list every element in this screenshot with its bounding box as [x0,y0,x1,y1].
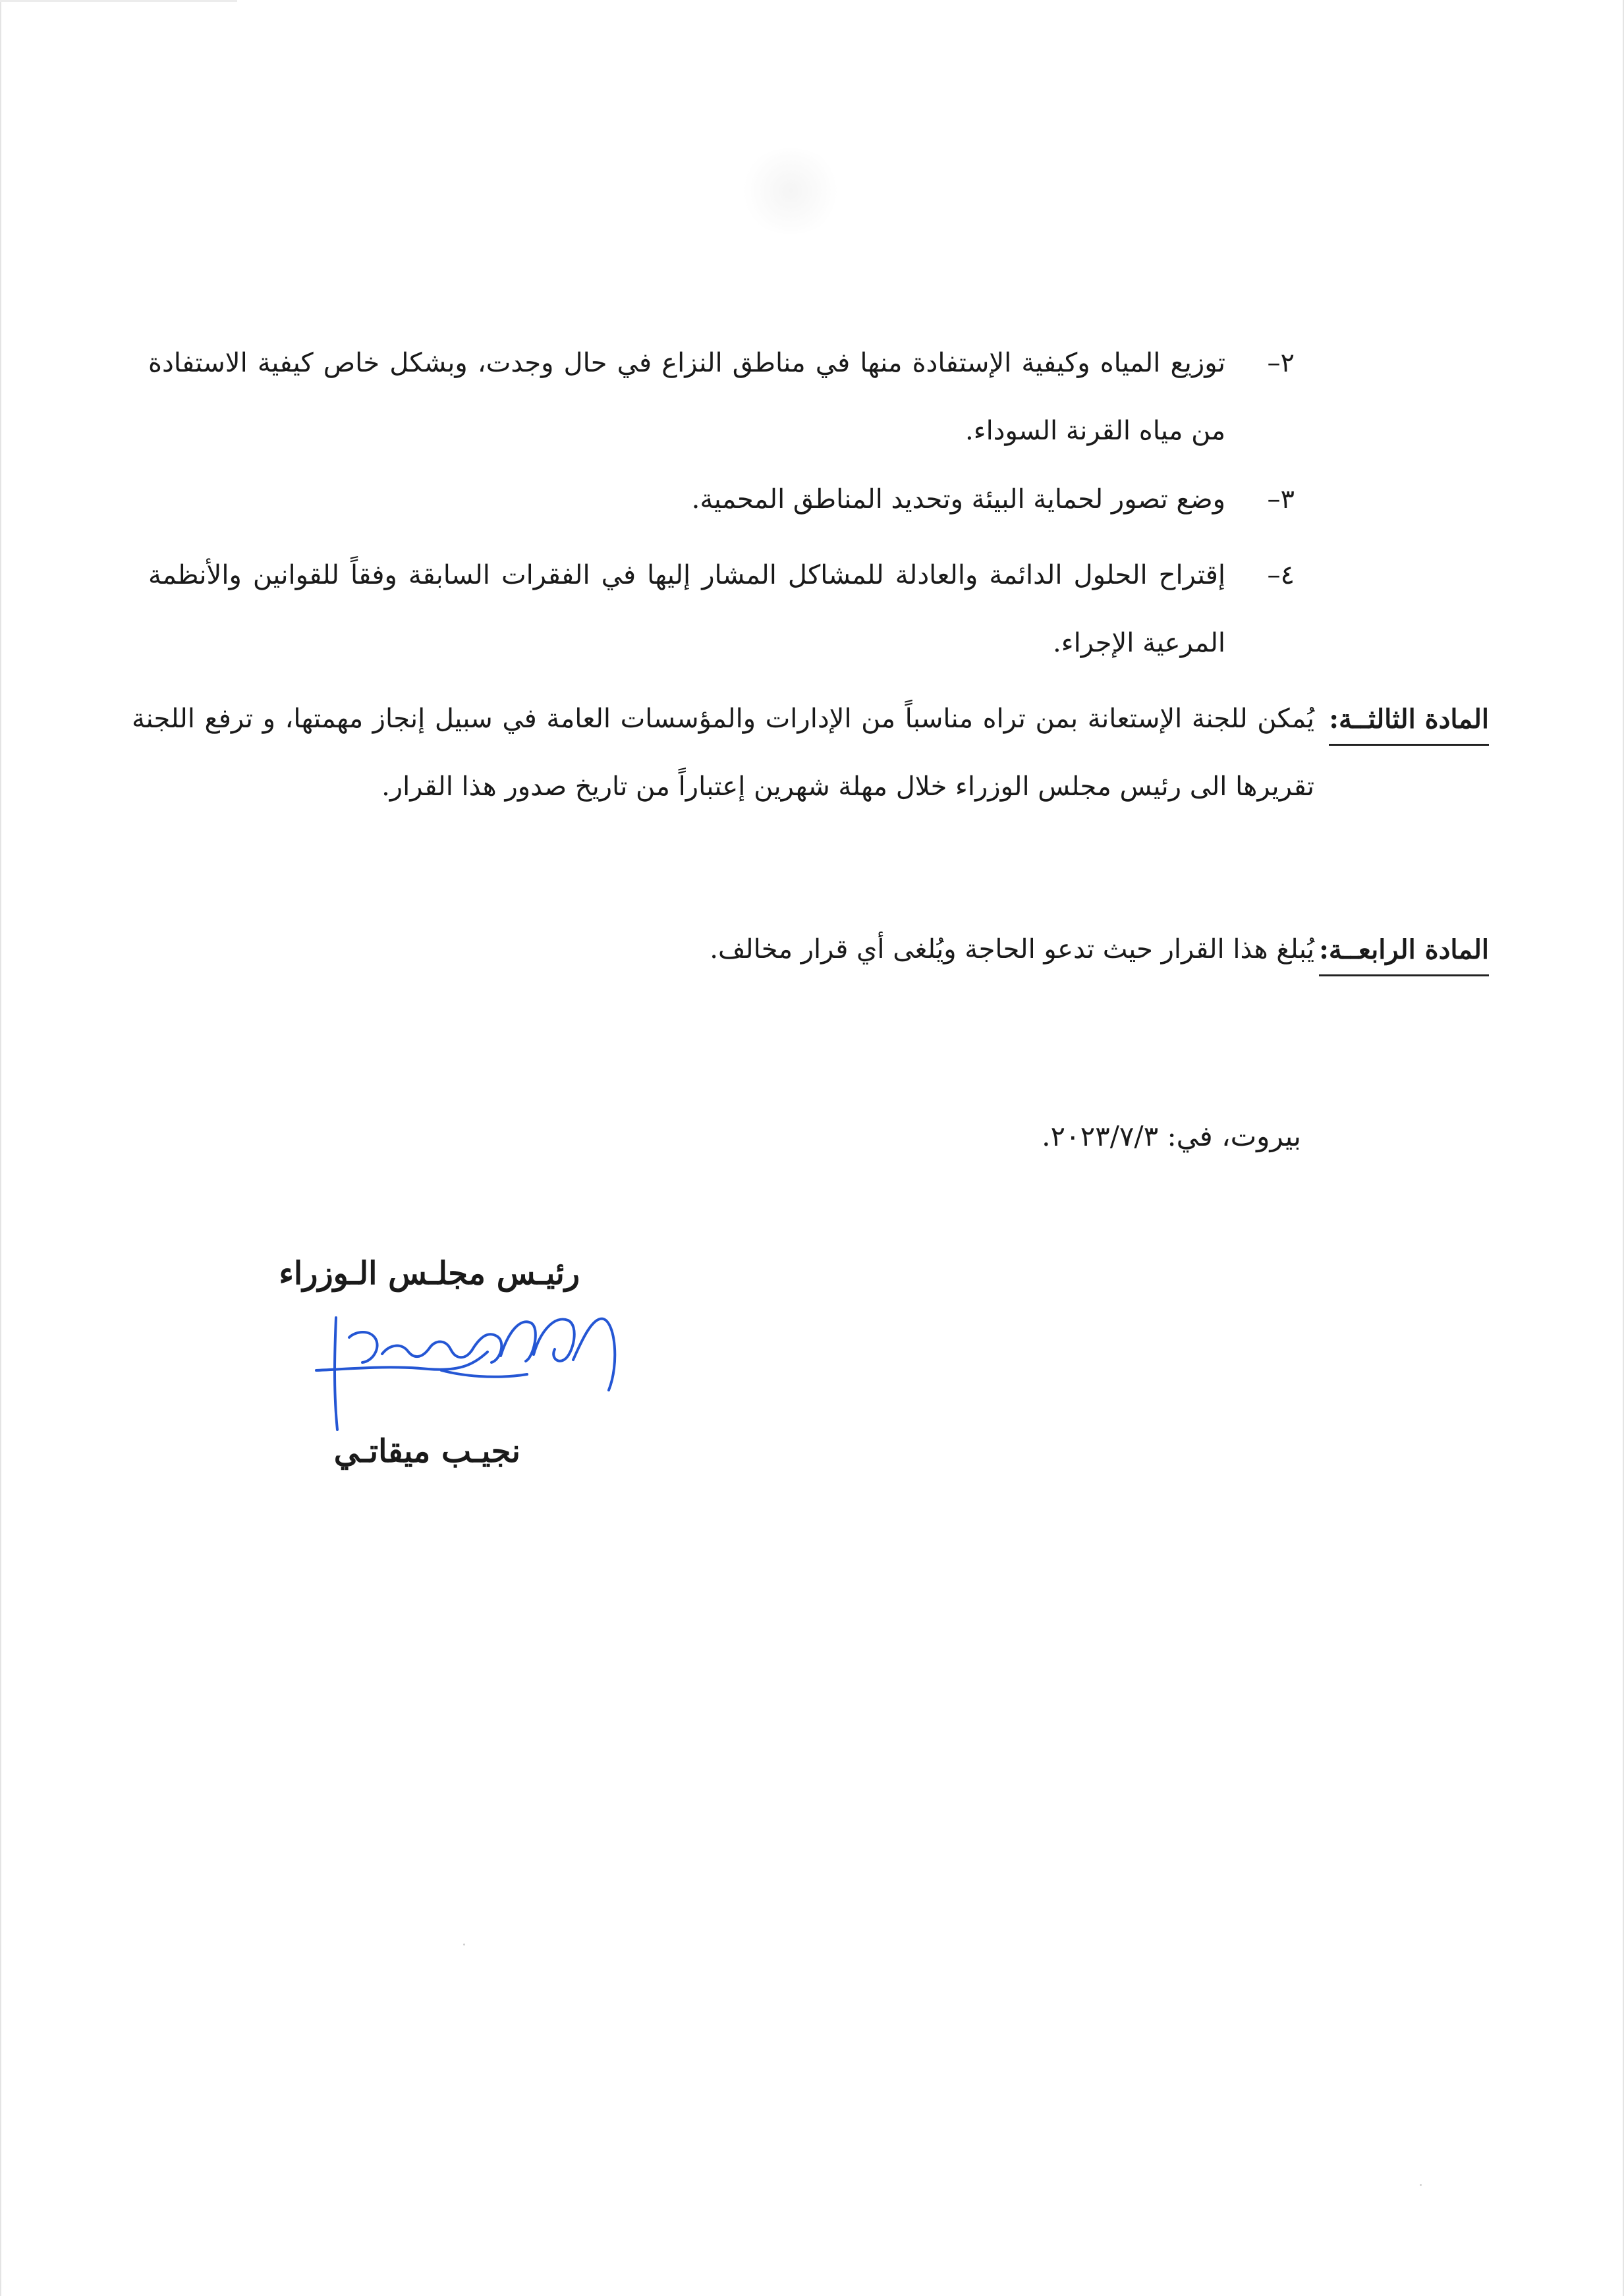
faint-stamp-mark [738,148,843,234]
list-item-number: ٤– [1267,560,1295,590]
article-three [132,685,1489,821]
list-item-2 [148,329,1295,465]
list-item-number: ٣– [1267,484,1295,515]
list-item-4 [148,542,1295,677]
signer-name: نجيـب ميقاتـي [333,1433,520,1470]
article-label-text: المادة الثالثــة: [1329,699,1489,746]
article-body: يُمكن للجنة الإستعانة بمن تراه مناسباً من الإدارات والمؤسسات العامة في سبيل إنجاز مهمتها، و ترفع اللجنة تقريرها الى رئيس مجلس الوزراء خلال مهلة شهرين إعتباراً من تاريخ صدور هذا القرار. [132,704,1314,802]
article-four [132,916,1489,984]
article-label [1314,916,1489,984]
article-body: يُبلغ هذا القرار حيث تدعو الحاجة ويُلغى أي قرار مخالف. [710,934,1314,965]
list-item-text: إقتراح الحلول الدائمة والعادلة للمشاكل المشار إليها في الفقرات السابقة وفقاً للقوانين والأنظمة المرعية الإجراء. [148,560,1225,658]
article-label [1314,685,1489,821]
list-item-text: وضع تصور لحماية البيئة وتحديد المناطق المحمية. [691,484,1225,515]
scan-speck [463,1944,465,1946]
list-item-3 [148,466,1295,534]
scan-top-mark [0,0,237,2]
signature-image [310,1291,652,1449]
list-item-text: توزيع المياه وكيفية الإستفادة منها في مناطق النزاع في حال وجدت، وبشكل خاص كيفية الاستفادة من مياه القرنة السوداء. [148,348,1225,446]
page-left-edge [0,0,1,2296]
article-label-text: المادة الرابعــة: [1319,930,1489,976]
signer-title: رئيـس مجلـس الـوزراء [279,1255,580,1292]
scan-speck [1420,2184,1422,2186]
date-line: بيروت، في: ٢٠٢٣/٧/٣. [1042,1120,1301,1152]
list-item-number: ٢– [1267,348,1295,378]
